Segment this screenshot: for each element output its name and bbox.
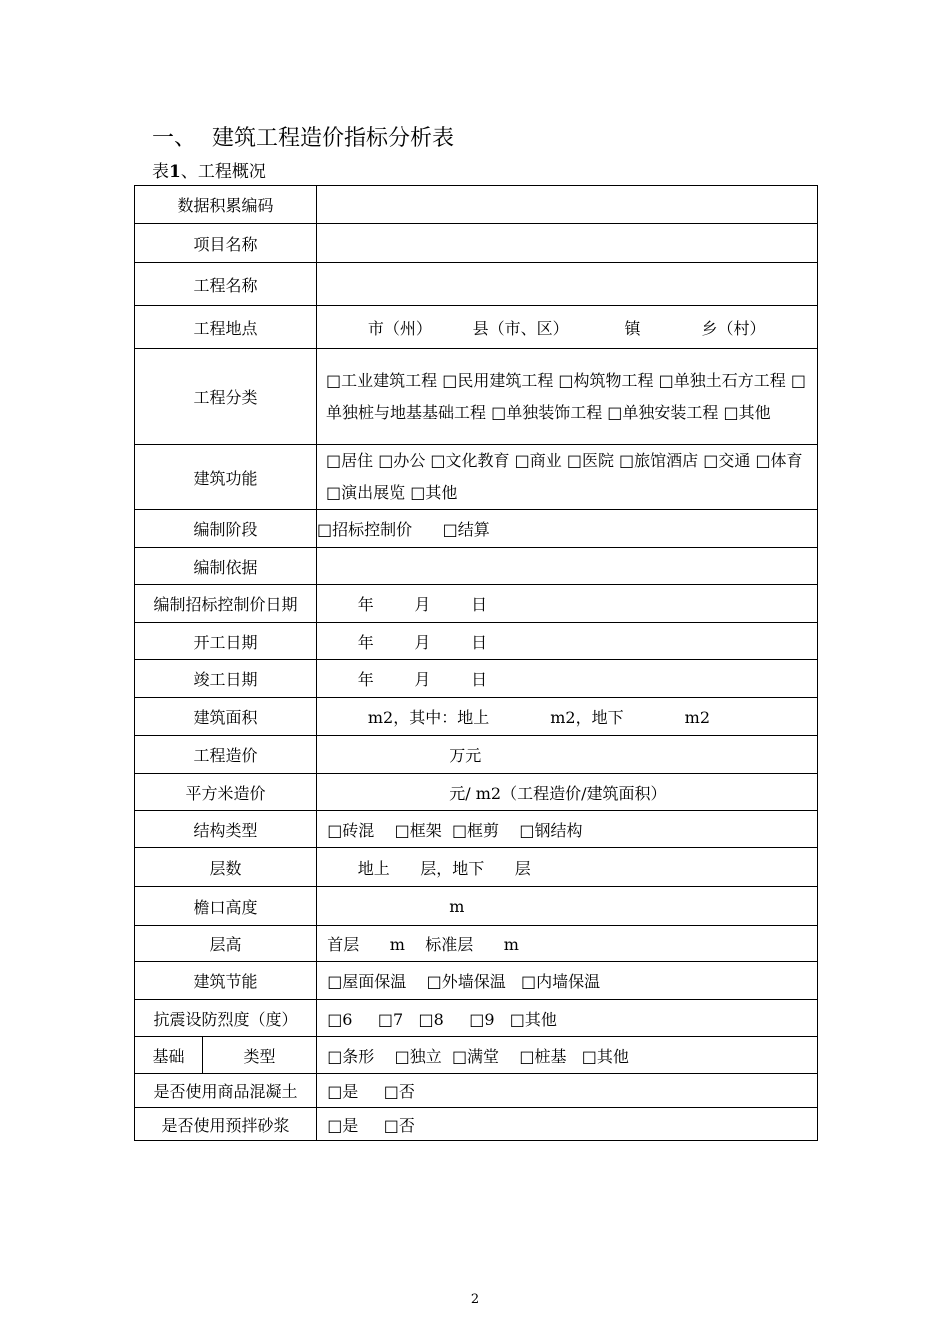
row-label: 建筑功能 xyxy=(135,445,317,510)
eave-height-field[interactable]: m xyxy=(317,887,818,926)
row-label: 工程地点 xyxy=(135,306,317,349)
end-date-field[interactable]: 年 月 日 xyxy=(317,660,818,698)
row-label: 竣工日期 xyxy=(135,660,317,698)
storey-height-field[interactable]: 首层 m 标准层 m xyxy=(317,926,818,962)
work-name-field[interactable] xyxy=(317,263,818,306)
table-row xyxy=(135,1074,818,1108)
project-name-field[interactable] xyxy=(317,224,818,263)
caption-suffix: 、工程概况 xyxy=(180,162,266,182)
row-label: 工程分类 xyxy=(135,349,317,445)
table-row xyxy=(135,349,818,445)
table-row xyxy=(135,306,818,349)
table-row xyxy=(135,848,818,887)
table-row xyxy=(135,811,818,848)
table-row xyxy=(135,698,818,736)
table-row xyxy=(135,445,818,510)
cost-field[interactable]: 万元 xyxy=(317,736,818,774)
table-caption xyxy=(152,160,266,184)
row-label: 数据积累编码 xyxy=(135,186,317,224)
row-label: 结构类型 xyxy=(135,811,317,848)
energy-options[interactable]: □屋面保温 □外墙保温 □内墙保温 xyxy=(317,962,818,1000)
table-row xyxy=(135,186,818,224)
row-label: 基础 xyxy=(135,1037,203,1074)
stage-options[interactable]: □招标控制价 □结算 xyxy=(317,510,818,548)
row-label: 工程名称 xyxy=(135,263,317,306)
row-label: 编制依据 xyxy=(135,548,317,585)
start-date-field[interactable]: 年 月 日 xyxy=(317,623,818,660)
table-row xyxy=(135,926,818,962)
project-overview-table xyxy=(134,185,818,1141)
table-row xyxy=(135,263,818,306)
table-row xyxy=(135,962,818,1000)
row-label: 项目名称 xyxy=(135,224,317,263)
table-row xyxy=(135,887,818,926)
row-label: 平方米造价 xyxy=(135,774,317,811)
row-label: 是否使用商品混凝土 xyxy=(135,1074,317,1108)
table-row xyxy=(135,623,818,660)
table-row xyxy=(135,774,818,811)
area-field[interactable]: m2，其中：地上 m2，地下 m2 xyxy=(317,698,818,736)
page-number: 2 xyxy=(470,1292,480,1307)
section-heading xyxy=(152,124,454,154)
table-row xyxy=(135,548,818,585)
seismic-options[interactable]: □6 □7 □8 □9 □其他 xyxy=(317,1000,818,1037)
table-row xyxy=(135,1108,818,1141)
data-code-field[interactable] xyxy=(317,186,818,224)
section-number: 一、 xyxy=(152,126,197,151)
row-label: 层数 xyxy=(135,848,317,887)
table-row xyxy=(135,510,818,548)
basis-field[interactable] xyxy=(317,548,818,585)
row-label: 工程造价 xyxy=(135,736,317,774)
table-row xyxy=(135,736,818,774)
row-label: 檐口高度 xyxy=(135,887,317,926)
bid-date-field[interactable]: 年 月 日 xyxy=(317,585,818,623)
function-options[interactable]: □居住 □办公 □文化教育 □商业 □医院 □旅馆酒店 □交通 □体育 □演出展览 □其他 xyxy=(317,445,818,510)
table-row xyxy=(135,1000,818,1037)
mortar-options[interactable]: □是 □否 xyxy=(317,1108,818,1141)
row-label: 层高 xyxy=(135,926,317,962)
foundation-options[interactable]: □条形 □独立 □满堂 □桩基 □其他 xyxy=(317,1037,818,1074)
table-row xyxy=(135,1037,818,1074)
structure-options[interactable]: □砖混 □框架 □框剪 □钢结构 xyxy=(317,811,818,848)
section-title: 建筑工程造价指标分析表 xyxy=(212,126,455,151)
row-label: 抗震设防烈度（度） xyxy=(135,1000,317,1037)
row-label: 建筑面积 xyxy=(135,698,317,736)
row-label: 建筑节能 xyxy=(135,962,317,1000)
category-options[interactable]: □工业建筑工程 □民用建筑工程 □构筑物工程 □单独土石方工程 □单独桩与地基基础工程 □单独装饰工程 □单独安装工程 □其他 xyxy=(317,349,818,445)
table-row xyxy=(135,224,818,263)
caption-number: 1 xyxy=(169,162,181,182)
location-field[interactable]: 市（州） 县（市、区） 镇 乡（村） xyxy=(317,306,818,349)
table-row xyxy=(135,585,818,623)
row-label: 开工日期 xyxy=(135,623,317,660)
unit-cost-field[interactable]: 元/ m2（工程造价/建筑面积） xyxy=(317,774,818,811)
row-label: 编制招标控制价日期 xyxy=(135,585,317,623)
caption-prefix: 表 xyxy=(152,162,169,182)
row-label: 编制阶段 xyxy=(135,510,317,548)
row-label: 是否使用预拌砂浆 xyxy=(135,1108,317,1141)
floors-field[interactable]: 地上 层，地下 层 xyxy=(317,848,818,887)
table-row xyxy=(135,660,818,698)
concrete-options[interactable]: □是 □否 xyxy=(317,1074,818,1108)
row-sublabel: 类型 xyxy=(203,1037,317,1074)
